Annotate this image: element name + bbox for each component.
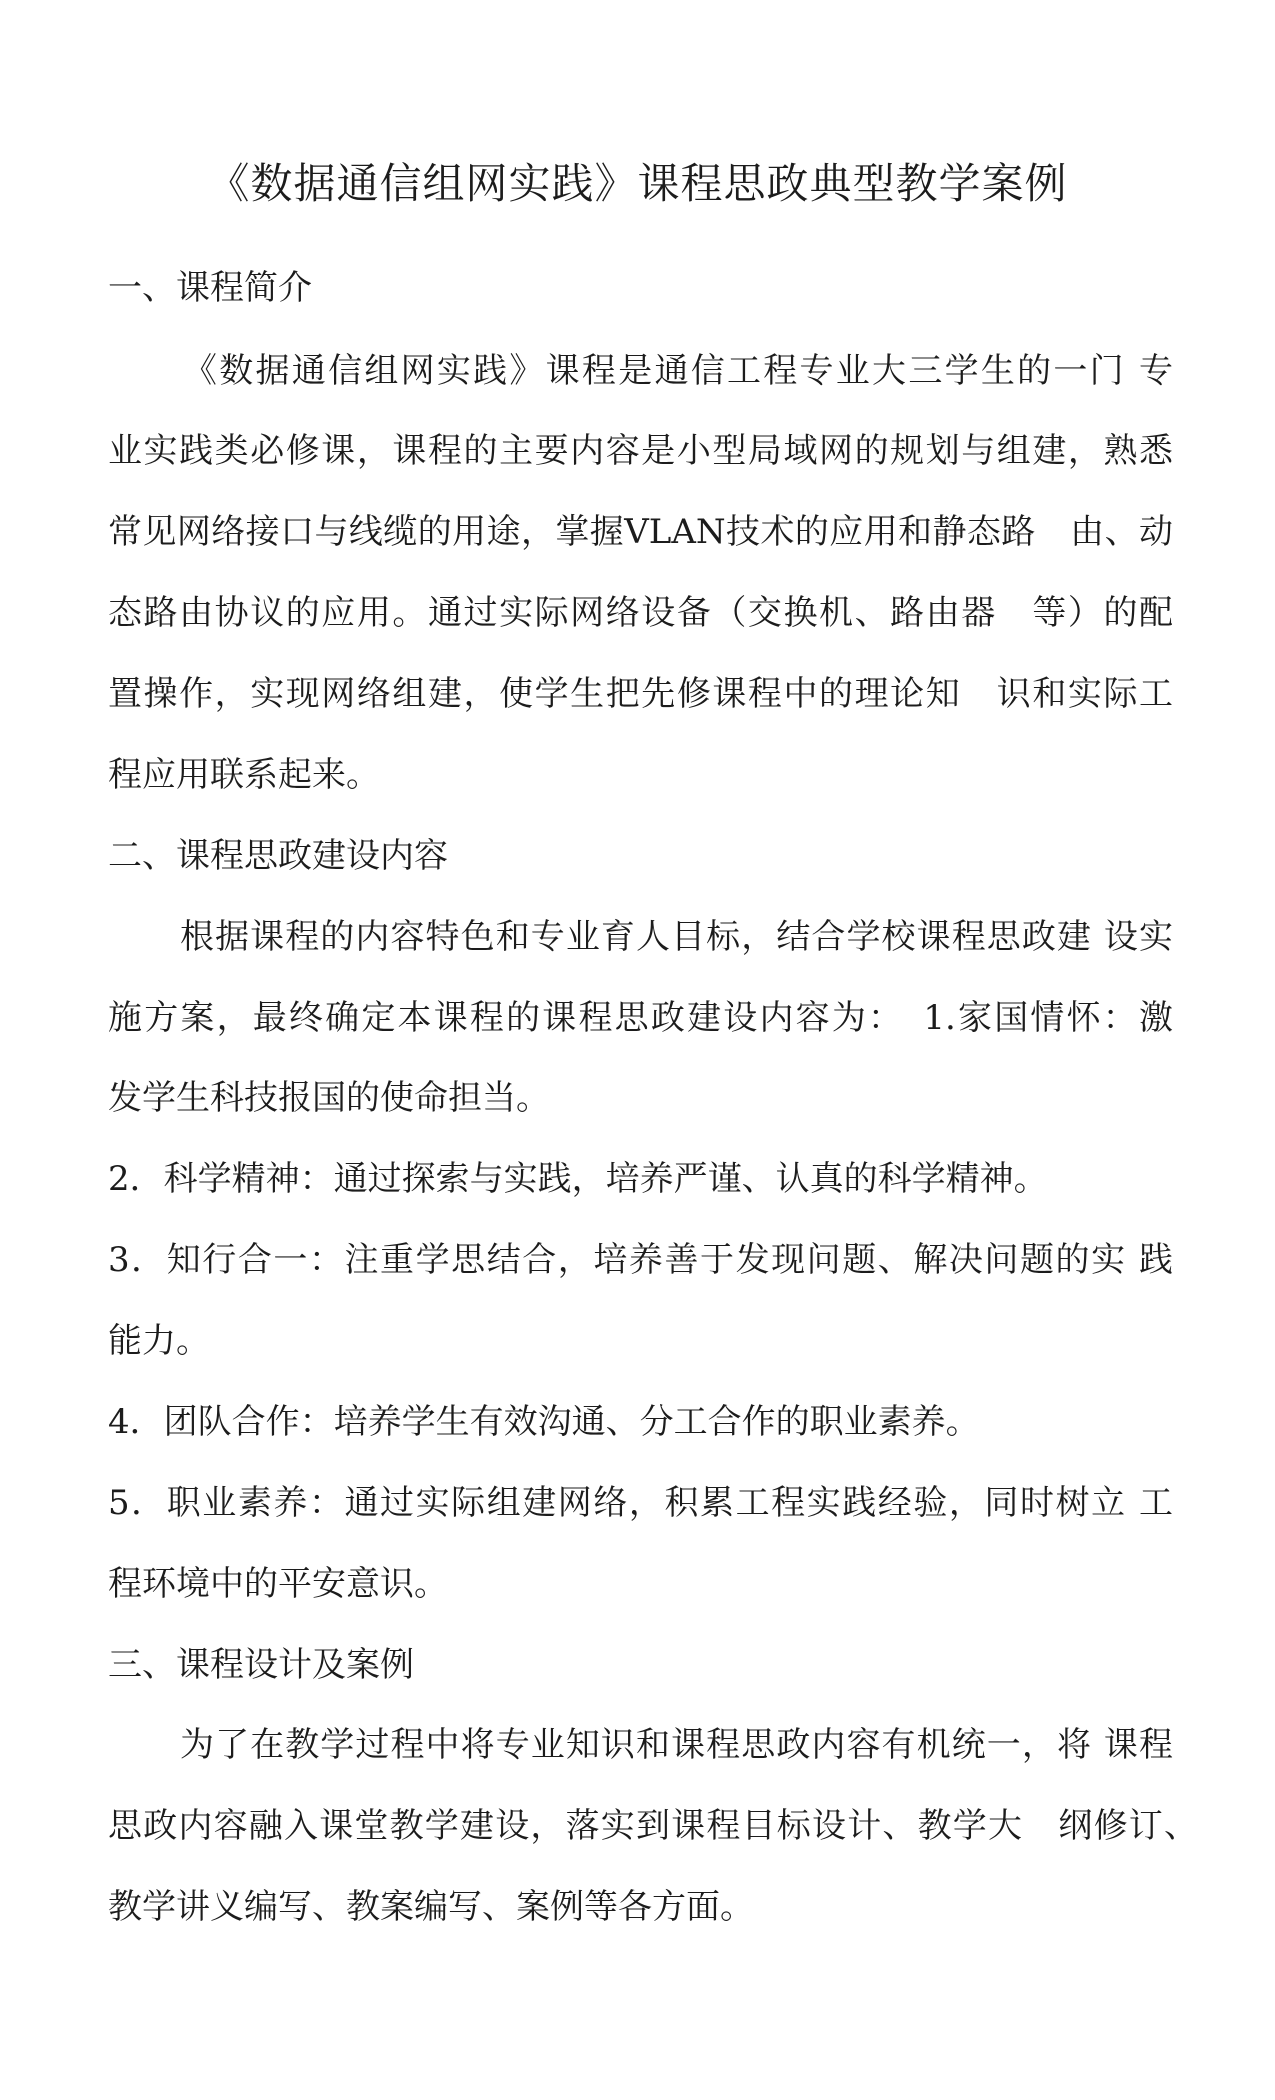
paragraph-line: 常见网络接口与线缆的用途，掌握VLAN技术的应用和静态路 由、动 [108,512,1173,552]
paragraph-line: 置操作，实现网络组建，使学生把先修课程中的理论知 识和实际工 [108,674,1173,714]
paragraph-line: 《数据通信组网实践》课程是通信工程专业大三学生的一门 专 [183,351,1173,391]
paragraph-line: 发学生科技报国的使命担当。 [108,1078,550,1118]
paragraph-line: 思政内容融入课堂教学建设，落实到课程目标设计、教学大 纲修订、 [108,1806,1198,1846]
section-heading-2: 二、课程思政建设内容 [108,836,448,876]
paragraph-line: 业实践类必修课，课程的主要内容是小型局域网的规划与组建，熟悉 [108,431,1173,471]
section-heading-1: 一、课程简介 [108,268,312,308]
paragraph-line: 能力。 [108,1321,210,1361]
paragraph-line: 态路由协议的应用。通过实际网络设备（交换机、路由器 等）的配 [108,593,1173,633]
list-item-4: 4．团队合作：培养学生有效沟通、分工合作的职业素养。 [108,1402,980,1442]
paragraph-line: 程应用联系起来。 [108,755,380,795]
list-item-5: 5．职业素养：通过实际组建网络，积累工程实践经验，同时树立 工 [108,1483,1173,1523]
document-title: 《数据通信组网实践》课程思政典型教学案例 [207,159,1068,208]
section-heading-3: 三、课程设计及案例 [108,1645,414,1685]
paragraph-line: 程环境中的平安意识。 [108,1564,448,1604]
list-item-3: 3．知行合一：注重学思结合，培养善于发现问题、解决问题的实 践 [108,1240,1173,1280]
list-item-2: 2．科学精神：通过探索与实践，培养严谨、认真的科学精神。 [108,1159,1048,1199]
paragraph-line: 施方案，最终确定本课程的课程思政建设内容为： 1.家国情怀：激 [108,998,1173,1038]
paragraph-line: 教学讲义编写、教案编写、案例等各方面。 [108,1887,754,1927]
paragraph-line: 根据课程的内容特色和专业育人目标，结合学校课程思政建 设实 [180,917,1173,957]
paragraph-line: 为了在教学过程中将专业知识和课程思政内容有机统一，将 课程 [180,1725,1173,1765]
